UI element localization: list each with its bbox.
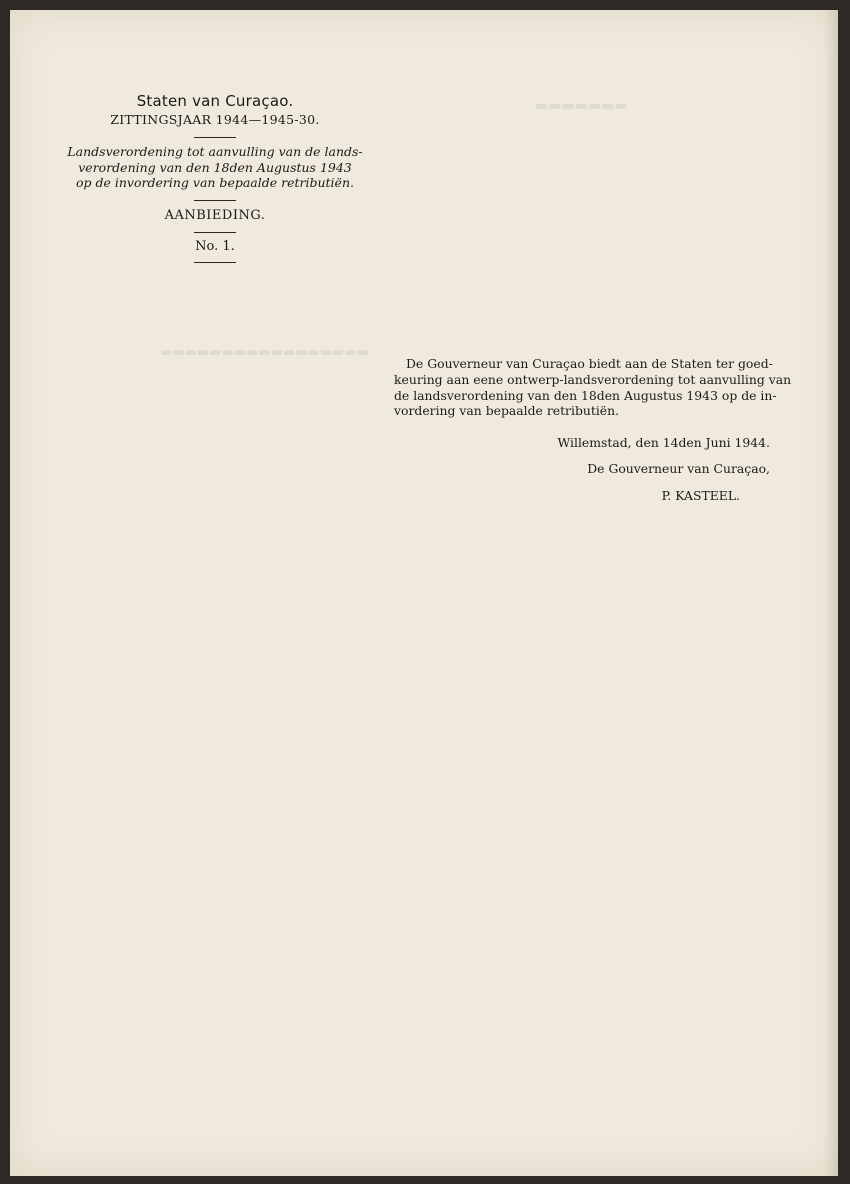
- session-year: ZITTINGSJAAR 1944—1945-30.: [110, 112, 320, 127]
- subject-line: verordening van den 18den Augustus 1943: [78, 159, 352, 175]
- subject-line: Landsverordening tot aanvulling van de lands-: [67, 144, 363, 159]
- paragraph-line: keuring aan eene ontwerp-landsverordening tot aanvulling van: [394, 371, 792, 387]
- subject-line: op de invordering van bepaalde retributiën.: [76, 175, 354, 190]
- offer-paragraph: [394, 356, 802, 419]
- paragraph-line: vordering van bepaalde retributiën.: [394, 403, 620, 419]
- document-number: No. 1.: [195, 238, 235, 254]
- document-title: Staten van Curaçao.: [136, 92, 294, 110]
- header-divider: [194, 137, 236, 138]
- show-through-header: ▬▬▬▬▬▬▬: [535, 98, 628, 114]
- type-divider: [194, 232, 236, 233]
- signature-name: P. KASTEEL.: [661, 487, 740, 503]
- document-page: [10, 10, 838, 1176]
- subject-text: [65, 144, 365, 191]
- place-date: Willemstad, den 14den Juni 1944.: [557, 435, 770, 451]
- document-header: [65, 92, 365, 269]
- page-edge-shadow: [824, 10, 838, 1176]
- document-type: AANBIEDING.: [164, 207, 266, 223]
- signature-title: De Gouverneur van Curaçao,: [587, 460, 770, 476]
- subject-divider: [194, 200, 236, 201]
- document-body: [394, 356, 802, 504]
- paragraph-line: de landsverordening van den 18den Augustus 1943 op de in-: [394, 387, 777, 403]
- number-divider: [194, 262, 236, 263]
- paragraph-line: De Gouverneur van Curaçao biedt aan de Staten ter goed-: [406, 356, 773, 371]
- show-through-text-block: ▬▬▬▬▬▬▬▬▬▬▬▬▬▬▬▬▬: [160, 345, 369, 360]
